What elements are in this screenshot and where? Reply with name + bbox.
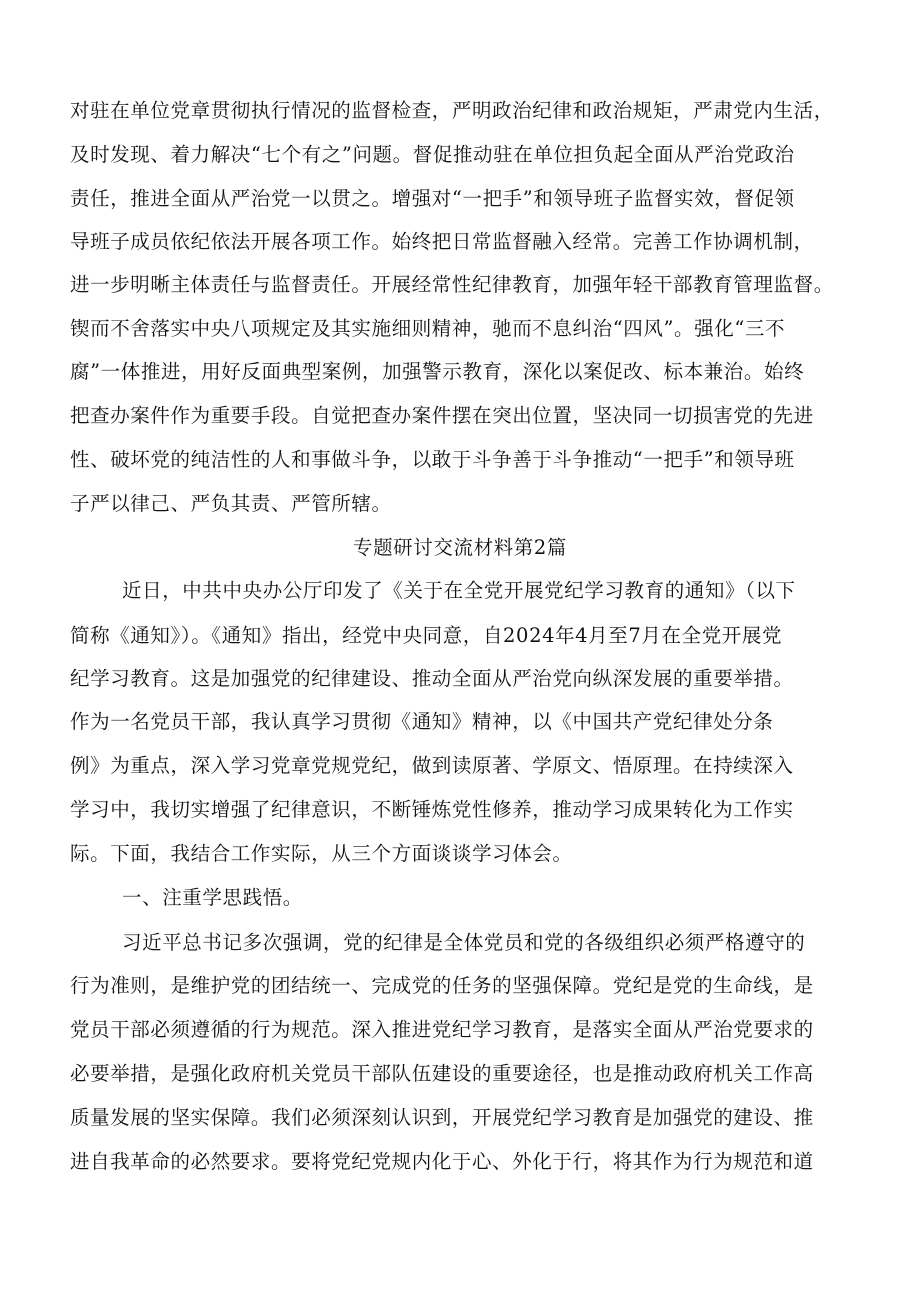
paragraph-line: 质量发展的坚实保障。我们必须深刻认识到，开展党纪学习教育是加强党的建设、推	[70, 1106, 814, 1129]
paragraph-line: 腐”一体推进，用好反面典型案例，加强警示教育，深化以案促改、标本兼治。始终	[70, 360, 805, 383]
paragraph-line: 责任，推进全面从严治党一以贯之。增强对“一把手”和领导班子监督实效，督促领	[70, 187, 795, 210]
paragraph-line: 简称《通知》）。《通知》指出，经党中央同意，自2024年4月至7月在全党开展党	[70, 624, 783, 647]
paragraph-line: 学习中，我切实增强了纪律意识，不断锤炼党性修养，推动学习成果转化为工作实	[70, 798, 794, 821]
paragraph-line: 纪学习教育。这是加强党的纪律建设、推动全面从严治党向纵深发展的重要举措。	[70, 667, 794, 690]
paragraph-line: 近日，中共中央办公厅印发了《关于在全党开展党纪学习教育的通知》（以下	[122, 579, 796, 602]
paragraph-line: 习近平总书记多次强调，党的纪律是全体党员和党的各级组织必须严格遵守的	[122, 931, 806, 954]
paragraph-line: 导班子成员依纪依法开展各项工作。始终把日常监督融入经常。完善工作协调机制，	[70, 230, 814, 253]
paragraph-line: 行为准则，是维护党的团结统一、完成党的任务的坚强保障。党纪是党的生命线，是	[70, 974, 814, 997]
paragraph-line: 把查办案件作为重要手段。自觉把查办案件摆在突出位置，坚决同一切损害党的先进	[70, 404, 814, 427]
paragraph-line: 及时发现、着力解决“七个有之”问题。督促推动驻在单位担负起全面从严治党政治	[70, 143, 795, 166]
paragraph-line: 必要举措，是强化政府机关党员干部队伍建设的重要途径，也是推动政府机关工作高	[70, 1062, 814, 1085]
paragraph-line: 性、破坏党的纯洁性的人和事做斗争，以敢于斗争善于斗争推动“一把手”和领导班	[70, 448, 795, 471]
paragraph-line: 际。下面，我结合工作实际，从三个方面谈谈学习体会。	[70, 842, 573, 865]
paragraph-line: 进一步明晰主体责任与监督责任。开展经常性纪律教育，加强年轻干部教育管理监督。	[70, 273, 834, 296]
paragraph-line: 作为一名党员干部，我认真学习贯彻《通知》精神，以《中国共产党纪律处分条	[70, 710, 774, 733]
paragraph-line: 例》为重点，深入学习党章党规党纪，做到读原著、学原文、悟原理。在持续深入	[70, 754, 794, 777]
paragraph-line: 党员干部必须遵循的行为规范。深入推进党纪学习教育，是落实全面从严治党要求的	[70, 1018, 814, 1041]
paragraph-line: 子严以律己、严负其责、严管所辖。	[70, 492, 392, 515]
section-heading: 一、注重学思践悟。	[122, 886, 303, 909]
section-title: 专题研讨交流材料第2篇	[352, 536, 567, 559]
paragraph-line: 锲而不舍落实中央八项规定及其实施细则精神，驰而不息纠治“四风”。强化“三不	[70, 317, 786, 340]
paragraph-line: 进自我革命的必然要求。要将党纪党规内化于心、外化于行，将其作为行为规范和道	[70, 1150, 814, 1173]
paragraph-line: 对驻在单位党章贯彻执行情况的监督检查，严明政治纪律和政治规矩，严肃党内生活，	[70, 99, 834, 122]
